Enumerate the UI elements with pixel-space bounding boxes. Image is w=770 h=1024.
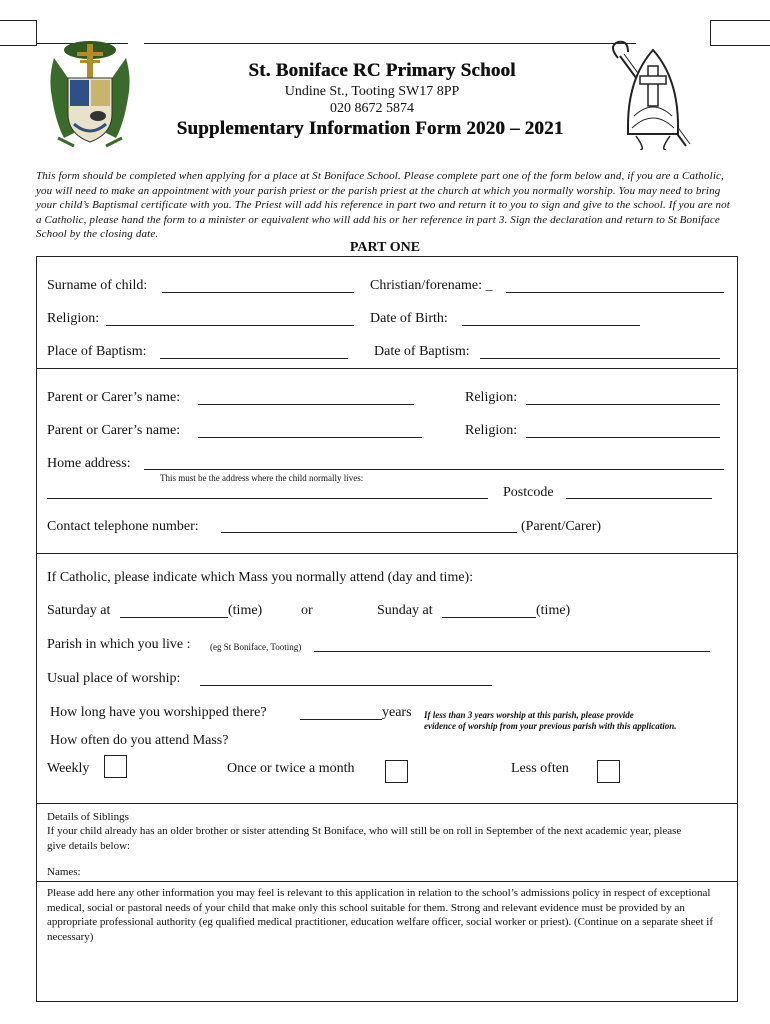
parish-example: (eg St Boniface, Tooting) bbox=[210, 642, 302, 652]
home-address-label: Home address: bbox=[47, 456, 131, 471]
years-field[interactable] bbox=[300, 719, 382, 720]
parish-label: Parish in which you live : bbox=[47, 637, 191, 652]
usual-place-label: Usual place of worship: bbox=[47, 671, 181, 686]
years-note-2: evidence of worship from your previous parish with this application. bbox=[424, 721, 677, 731]
siblings-names-label[interactable]: Names: bbox=[47, 866, 81, 878]
child-religion-field[interactable] bbox=[106, 325, 354, 326]
saturday-time-field[interactable] bbox=[120, 617, 228, 618]
mitre-crozier-icon bbox=[606, 38, 700, 150]
divider-2 bbox=[36, 553, 737, 554]
school-address: Undine St., Tooting SW17 8PP bbox=[284, 84, 460, 99]
parent2-religion-field[interactable] bbox=[526, 437, 720, 438]
parent1-religion-field[interactable] bbox=[526, 404, 720, 405]
surname-field[interactable] bbox=[162, 292, 354, 293]
years-note-1: If less than 3 years worship at this parish, please provide bbox=[424, 710, 634, 720]
home-address-field-2[interactable] bbox=[47, 498, 488, 499]
divider-4 bbox=[36, 881, 737, 882]
dob-label: Date of Birth: bbox=[370, 311, 448, 326]
baptism-place-field[interactable] bbox=[160, 358, 348, 359]
child-religion-label: Religion: bbox=[47, 311, 100, 326]
surname-label: Surname of child: bbox=[47, 278, 148, 293]
form-title: Supplementary Information Form 2020 – 2021 bbox=[176, 118, 564, 139]
parent1-label: Parent or Carer’s name: bbox=[47, 390, 181, 405]
other-info-text[interactable]: Please add here any other information you may feel is relevant to this application in relation to the school’s admissions policy in respect of exceptional medical, social or pastoral needs of your child that make only this school suitable for them. Strong and relevant evidence must be provided by an appropriate professional authority (eg qualified medical practitioner, education welfare officer, social worker or priest). (Continue on a separate sheet if necessary) bbox=[47, 887, 713, 943]
baptism-place-label: Place of Baptism: bbox=[47, 344, 147, 359]
saturday-label: Saturday at bbox=[47, 603, 111, 618]
divider-1 bbox=[36, 368, 737, 369]
or-label: or bbox=[301, 603, 313, 618]
top-left-frame bbox=[0, 20, 37, 46]
usual-place-field[interactable] bbox=[200, 685, 492, 686]
baptism-date-label: Date of Baptism: bbox=[374, 344, 470, 359]
mass-question: If Catholic, please indicate which Mass you normally attend (day and time): bbox=[47, 570, 474, 585]
forename-field[interactable] bbox=[506, 292, 724, 293]
less-often-checkbox[interactable] bbox=[597, 760, 620, 783]
once-twice-label: Once or twice a month bbox=[227, 761, 355, 776]
siblings-text: If your child already has an older brother or sister attending St Boniface, who will still be on roll in September of the next academic year, please give details below: bbox=[47, 825, 682, 852]
address-note: This must be the address where the child normally lives: bbox=[160, 473, 364, 483]
postcode-label: Postcode bbox=[503, 485, 554, 500]
phone-label: Contact telephone number: bbox=[47, 519, 199, 534]
postcode-field[interactable] bbox=[566, 498, 712, 499]
home-address-field[interactable] bbox=[144, 469, 724, 470]
baptism-date-field[interactable] bbox=[480, 358, 720, 359]
divider-3 bbox=[36, 803, 737, 804]
how-often-label: How often do you attend Mass? bbox=[50, 733, 229, 748]
weekly-label: Weekly bbox=[47, 761, 90, 776]
saturday-time-label: (time) bbox=[228, 603, 263, 618]
forename-label: Christian/forename: _ bbox=[370, 278, 493, 293]
how-long-label: How long have you worshipped there? bbox=[50, 705, 267, 720]
less-often-label: Less often bbox=[511, 761, 569, 776]
school-phone: 020 8672 5874 bbox=[330, 101, 414, 116]
parent1-religion-label: Religion: bbox=[465, 390, 518, 405]
weekly-checkbox[interactable] bbox=[104, 755, 127, 778]
parent2-field[interactable] bbox=[198, 437, 422, 438]
parent1-field[interactable] bbox=[198, 404, 414, 405]
intro-text: This form should be completed when applying for a place at St Boniface School. Please complete part one of the form below and, if you are a Catholic, you will need to make an appointment with your parish priest or the parish priest at the church at which you normally worship. You may need to bring your child’s Baptismal certificate with you. The Priest will add his reference in part two and return it to you to sign and give to the school. If you are not a Catholic, please hand the form to a minister or equivalent who will add his or her reference in part 3. Sign the declaration and return to St Boniface School by the closing date. bbox=[36, 170, 731, 241]
school-crest-icon bbox=[44, 38, 136, 150]
top-right-frame bbox=[710, 20, 770, 46]
sunday-time-label: (time) bbox=[536, 603, 571, 618]
parent2-religion-label: Religion: bbox=[465, 423, 518, 438]
siblings-title: Details of Siblings bbox=[47, 811, 129, 823]
parish-field[interactable] bbox=[314, 651, 710, 652]
dob-field[interactable] bbox=[462, 325, 640, 326]
sunday-label: Sunday at bbox=[377, 603, 433, 618]
parent2-label: Parent or Carer’s name: bbox=[47, 423, 181, 438]
years-label: years bbox=[382, 705, 412, 720]
part-one-title: PART ONE bbox=[349, 240, 421, 255]
once-twice-checkbox[interactable] bbox=[385, 760, 408, 783]
phone-suffix: (Parent/Carer) bbox=[521, 519, 602, 534]
school-name: St. Boniface RC Primary School bbox=[248, 60, 516, 81]
phone-field[interactable] bbox=[221, 532, 517, 533]
sunday-time-field[interactable] bbox=[442, 617, 536, 618]
